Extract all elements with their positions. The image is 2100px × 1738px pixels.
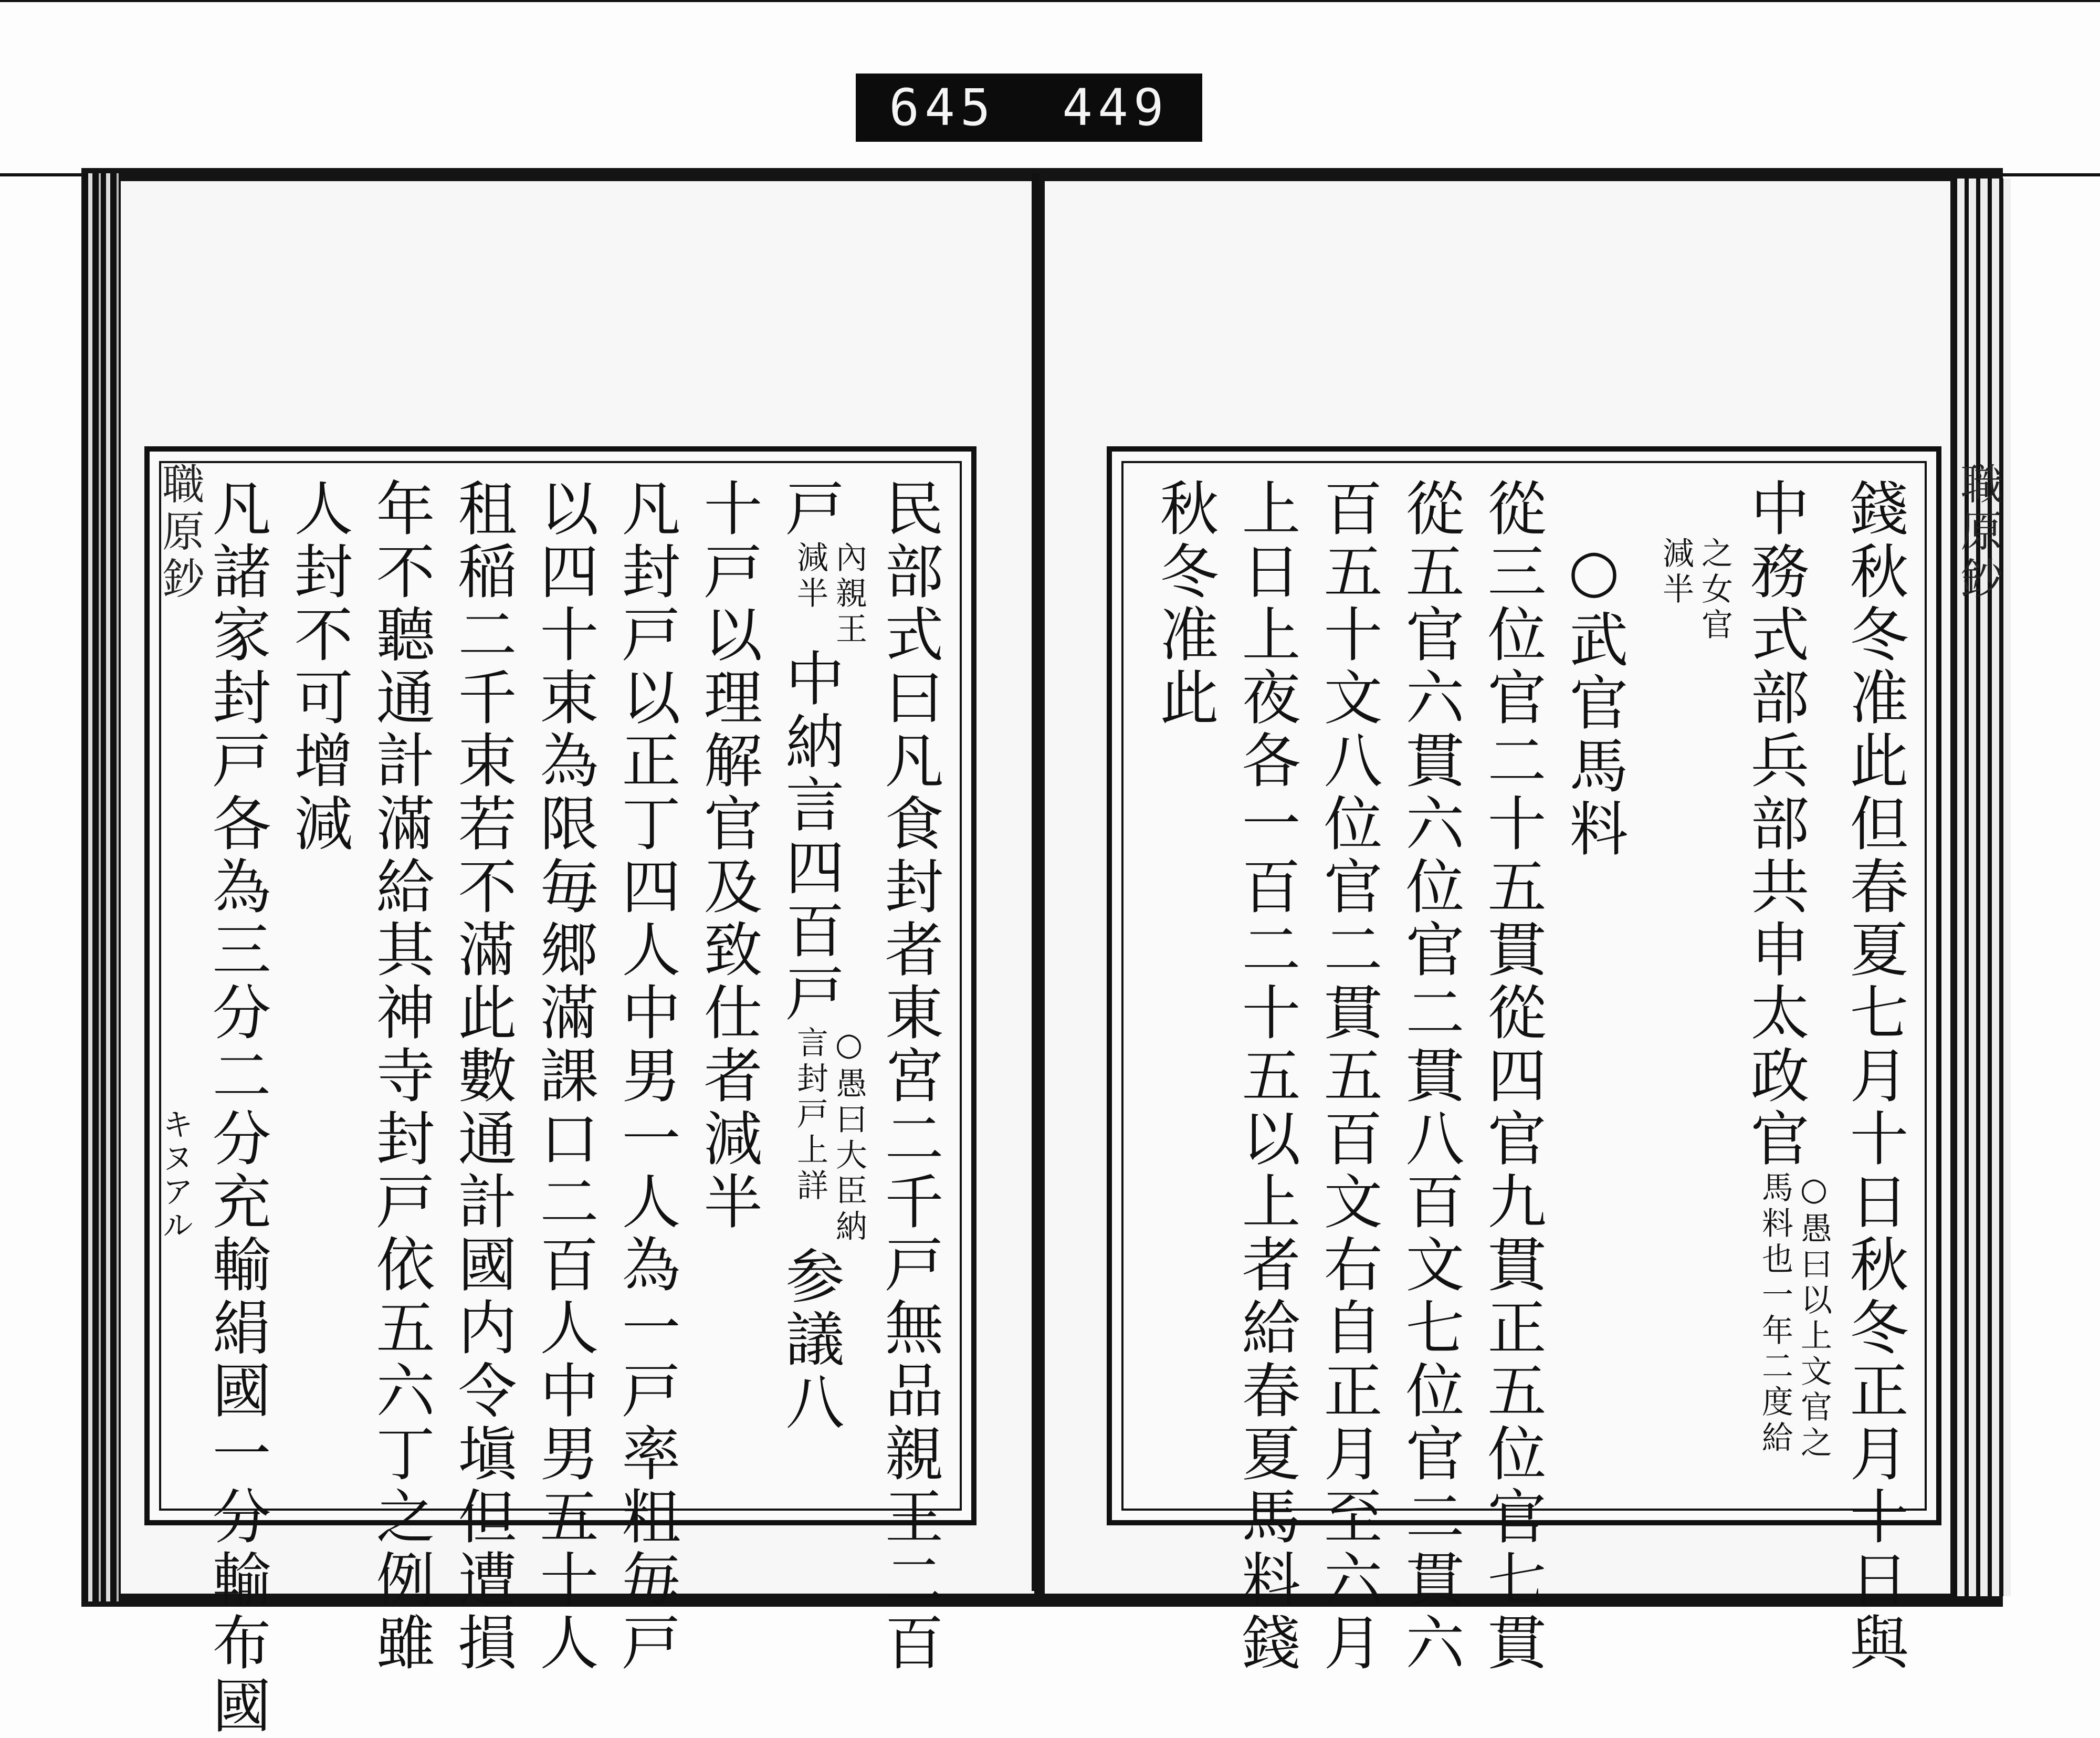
scan-right-rule <box>2000 173 2100 176</box>
right-col-9: 秋冬准此 <box>1150 478 1219 730</box>
left-text-panel <box>144 446 976 1738</box>
left-main-b: 参議八 <box>776 1245 844 1435</box>
right-col-4-heading: ○武官馬料 <box>1560 537 1628 861</box>
left-col-3: 十戸以理解官及致仕者減半 <box>694 478 762 1234</box>
left-margin-title: 職原鈔 <box>155 462 204 604</box>
left-note-b: ○愚曰大臣納 言封戸上詳 <box>792 1026 867 1245</box>
left-col-7: 年不聽通計滿給其神寺封戸依五六丁之例雖 <box>366 478 435 1675</box>
book-gutter <box>1032 173 1039 1591</box>
right-col-1: 錢秋冬准此但春夏七月十日秋冬正月十日與 <box>1840 478 1908 1675</box>
right-col-8: 上日上夜各一百二十五以上者給春夏馬料錢 <box>1232 478 1300 1675</box>
right-note-c: 之女官 減半 <box>1657 537 1733 644</box>
left-main-a: 中納言四百戸 <box>776 648 844 1026</box>
left-col-4: 凡封戸以正丁四人中男一人為一戸率粗毎戸 <box>612 478 680 1675</box>
left-text-area <box>157 478 950 1738</box>
left-col-5: 以四十束為限毎郷滿課口二百人中男五十人 <box>530 478 598 1675</box>
right-col-6: 從五官六貫六位官二貫八百文七位官二貫六 <box>1396 478 1464 1675</box>
label-left-number: 645 <box>889 78 996 137</box>
right-col-7: 百五十文八位官二貫五百文右自正月至六月 <box>1314 478 1382 1675</box>
right-col-2-main: 中務式部兵部共申太政官 <box>1741 478 1809 1171</box>
right-col-5: 從三位官二十五貫從四官九貫正五位官七貫 <box>1478 478 1546 1675</box>
right-text-area <box>1133 478 1915 1675</box>
call-number-label <box>856 74 1202 142</box>
left-note-a: 內親王 減半 <box>792 541 867 648</box>
right-col-3 <box>1635 478 1734 1494</box>
scan-left-rule <box>0 173 84 176</box>
left-col-2-main: 戸 <box>776 478 844 541</box>
left-col-2 <box>769 478 868 1494</box>
left-col-8: 人封不可增減 <box>285 478 353 856</box>
right-col-2 <box>1734 478 1833 1494</box>
left-col-1: 民部式曰凡食封者東宮二千戸無品親王二百 <box>875 478 943 1675</box>
left-ruby-annotation: キヌアル <box>157 1108 194 1242</box>
left-col-9: 凡諸家封戸各為三分二分充輸絹國一分輸布國 <box>203 478 271 1738</box>
right-margin-title: 職原鈔 <box>1954 462 2002 604</box>
right-note-a: ○愚曰以上文官之 馬料也一年二度給 <box>1757 1171 1832 1462</box>
left-page-edges <box>83 173 120 1601</box>
left-col-6: 租稲二千束若不滿此數通計國内令塡但遭損 <box>448 478 517 1675</box>
label-right-number: 449 <box>1062 78 1169 137</box>
scan-top-line <box>0 0 2100 2</box>
right-text-panel <box>1107 446 1941 1675</box>
